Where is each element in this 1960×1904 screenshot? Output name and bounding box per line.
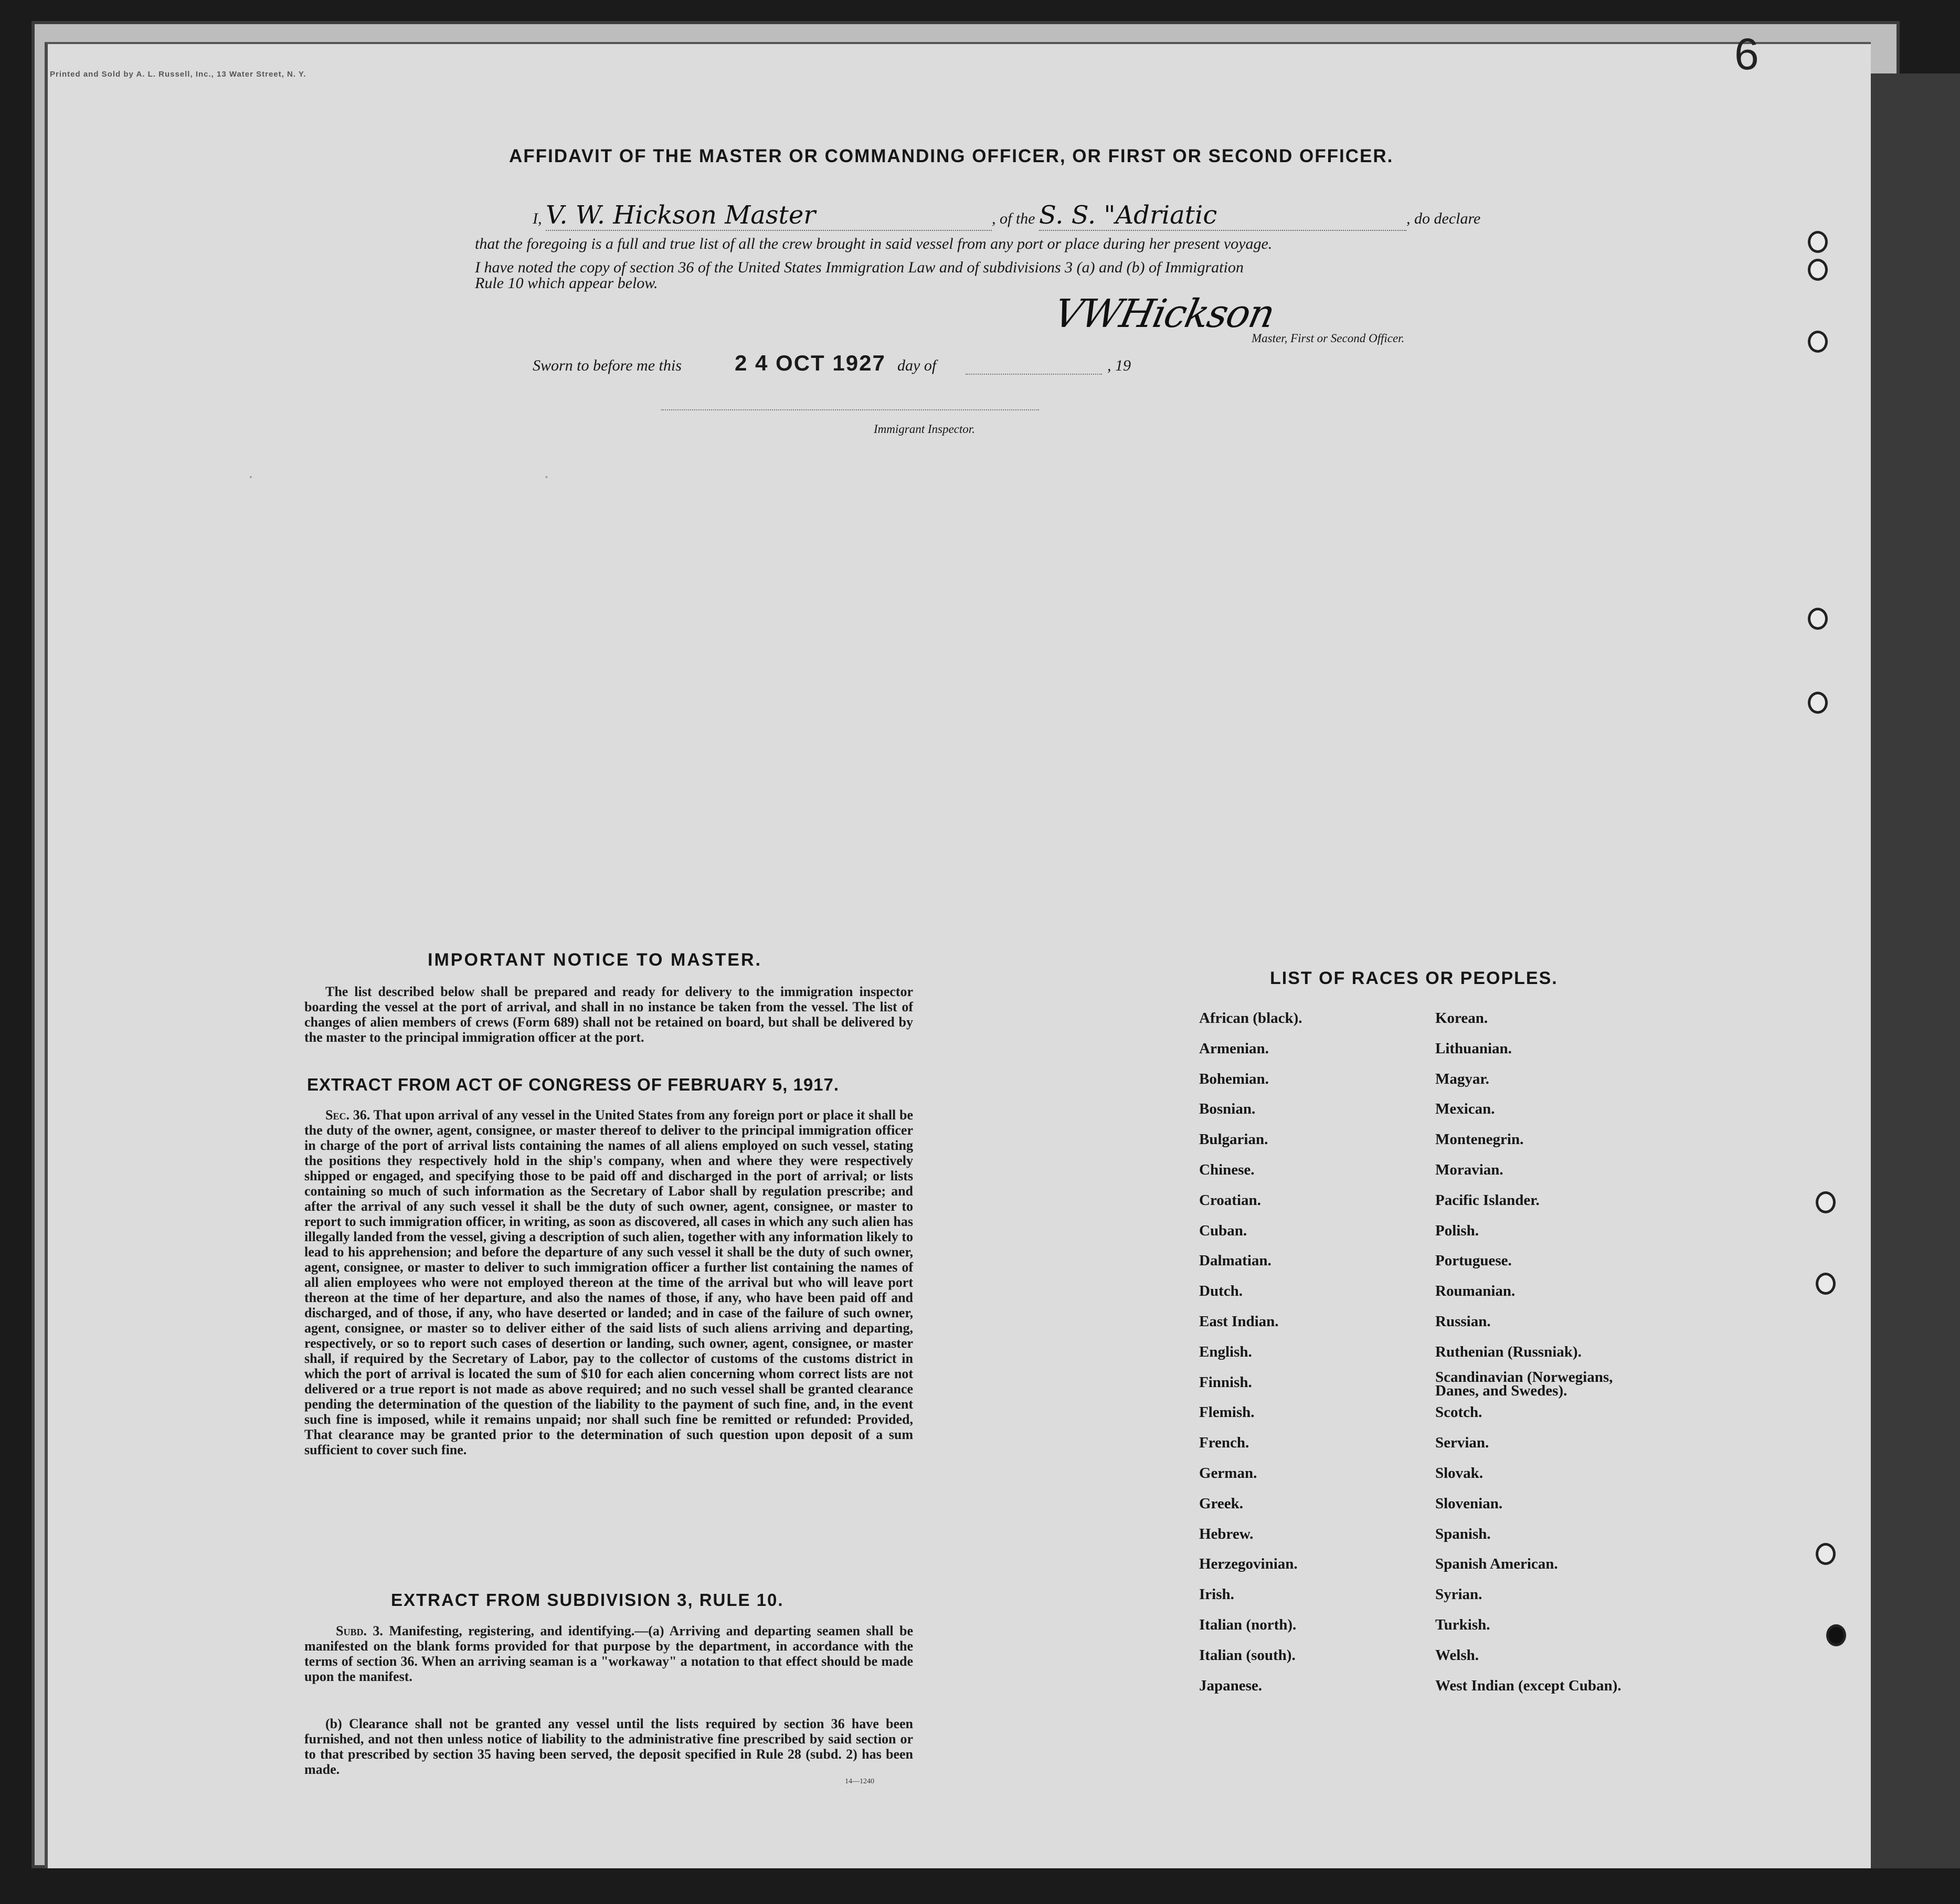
sworn-date-stamp: 2 4 OCT 1927 [735, 351, 886, 375]
race-item: Spanish American. [1435, 1556, 1558, 1573]
punch-hole [1808, 231, 1828, 253]
day-fill-line [966, 374, 1102, 375]
race-item: Scandinavian (Norwegians, Danes, and Swedes). [1435, 1368, 1613, 1399]
race-item: Italian (south). [1199, 1646, 1296, 1664]
rule-subd-lead: Subd. 3. [336, 1623, 383, 1638]
race-item: Moravian. [1435, 1161, 1503, 1178]
race-item: African (black). [1199, 1010, 1302, 1027]
race-item: Bosnian. [1199, 1101, 1256, 1118]
punch-hole [1816, 1543, 1836, 1565]
race-item: Herzegovinian. [1199, 1556, 1298, 1573]
race-item: West Indian (except Cuban). [1435, 1677, 1622, 1694]
inspector-caption: Immigrant Inspector. [874, 422, 975, 436]
race-item: Portuguese. [1435, 1252, 1512, 1270]
race-item: English. [1199, 1343, 1252, 1360]
rule-extract-heading: EXTRACT FROM SUBDIVISION 3, RULE 10. [391, 1590, 784, 1610]
race-item: Mexican. [1435, 1101, 1495, 1118]
race-item: Dalmatian. [1199, 1252, 1272, 1270]
race-item: German. [1199, 1464, 1257, 1482]
declaration-line-1 [533, 200, 1480, 231]
act-extract-heading: EXTRACT FROM ACT OF CONGRESS OF FEBRUARY 5, 1917. [307, 1075, 840, 1094]
race-item: Turkish. [1435, 1616, 1490, 1633]
do-declare-label: , do declare [1406, 210, 1481, 227]
declaration-line-3: I have noted the copy of section 36 of the United States Immigration Law and of subdivisions 3 (a) and (b) of Immigration [475, 259, 1244, 276]
rule-subdivision-a [304, 1623, 913, 1684]
race-item: Japanese. [1199, 1677, 1263, 1694]
notice-text: The list described below shall be prepared and ready for delivery to the immigration inspector boarding the vessel at the port of arrival, and shall in no instance be taken from the vessel. The list of changes of alien members of crews (Form 689) shall not be retained on board, but shall be delivered by the master to the principal immigration officer at the port. [304, 984, 913, 1045]
i-prefix: I, [533, 210, 542, 227]
sworn-label: Sworn to before me this [533, 357, 682, 374]
race-item: Scotch. [1435, 1404, 1482, 1421]
master-name-handwritten: V. W. Hickson Master [546, 200, 992, 231]
printer-line: Printed and Sold by A. L. Russell, Inc., 13 Water Street, N. Y. [50, 70, 306, 79]
race-item: Magyar. [1435, 1070, 1489, 1087]
signature-caption: Master, First or Second Officer. [1252, 332, 1405, 345]
declaration-line-4: Rule 10 which appear below. [475, 274, 658, 292]
race-item: Bohemian. [1199, 1070, 1269, 1087]
race-item: Russian. [1435, 1313, 1491, 1330]
act-section-lead: Sec. 36. [325, 1107, 370, 1123]
bleed-through-text: · · [247, 470, 551, 485]
race-item: Korean. [1435, 1010, 1488, 1027]
vessel-name-handwritten: S. S. "Adriatic [1039, 200, 1406, 231]
of-the-label: , of the [992, 210, 1035, 227]
race-item: Slovak. [1435, 1464, 1484, 1482]
race-item: Spanish. [1435, 1525, 1491, 1542]
day-of-label: day of [897, 357, 937, 374]
race-item: Finnish. [1199, 1373, 1252, 1391]
race-item: French. [1199, 1434, 1249, 1452]
act-section-body: That upon arrival of any vessel in the United States from any foreign port or place it shall be the duty of the owner, agent, consignee, or master thereof to deliver to the principal immigration officer in charge of the port of arrival lists containing the names of all aliens employed on such vessel, stating the positions they respectively hold in the ship's company, when and where they were respectively shipped or engaged, and specifying those to be paid off and discharged in the port of arrival; or lists containing so much of such information as the Secretary of Labor shall by regulation prescribe; and after the arrival of any such vessel it shall be the duty of such owner, agent, consignee, or master to report to such immigration officer, in writing, as soon as discovered, all cases in which any such alien has illegally landed from the vessel, giving a description of such alien, together with any information likely to lead to his apprehension; and before the departure of any such vessel it shall be the duty of such owner, agent, consignee, or master to deliver to such immigration officer a further list containing the names of all alien employees who were not employed thereon at the time of the arrival but who will leave port thereon at the time of her departure, and also the names of those, if any, who have been paid off and discharged, and of those, if any, who have deserted or landed; and in case of the failure of such owner, agent, consignee, or master so to deliver either of the said lists of such aliens arriving and departing, respectively, or so to report such cases of desertion or landing, such owner, agent, consignee, or master shall, if required by the Secretary of Labor, pay to the collector of customs of the customs district in which the port of arrival is located the sum of $10 for each alien concerning whom correct lists are not delivered or a true report is not made as above required; and no such vessel shall be granted clearance pending the determination of the question of the liability to the payment of such fine, and, in the event such fine is imposed, while it remains unpaid; nor shall such fine be remitted or refunded: Provided, That clearance may be granted prior to the determination of such question upon deposit of a sum sufficient to cover such fine. [304, 1107, 914, 1457]
punch-hole [1826, 1624, 1846, 1646]
punch-hole [1816, 1273, 1836, 1295]
race-item: Flemish. [1199, 1404, 1255, 1421]
race-item: Slovenian. [1435, 1495, 1503, 1512]
race-item: Dutch. [1199, 1283, 1243, 1300]
race-item: Roumanian. [1435, 1283, 1516, 1300]
race-item: Armenian. [1199, 1040, 1269, 1057]
punch-hole [1808, 259, 1828, 281]
race-item: Polish. [1435, 1222, 1479, 1239]
affidavit-title: AFFIDAVIT OF THE MASTER OR COMMANDING OFFICER, OR FIRST OR SECOND OFFICER. [509, 146, 1394, 166]
race-item: Montenegrin. [1435, 1131, 1524, 1148]
race-item: Irish. [1199, 1586, 1234, 1603]
punch-hole [1808, 608, 1828, 630]
race-item: Hebrew. [1199, 1525, 1254, 1542]
race-item: Ruthenian (Russniak). [1435, 1343, 1582, 1360]
year-label: , 19 [1107, 357, 1131, 374]
race-item: Pacific Islander. [1435, 1191, 1540, 1209]
scanner-border [1871, 73, 1960, 1868]
race-item: Lithuanian. [1435, 1040, 1512, 1057]
declaration-line-2: that the foregoing is a full and true list of all the crew brought in said vessel from any port or place during her present voyage. [475, 235, 1273, 252]
page-number: 6 [1734, 29, 1759, 79]
act-extract-text [304, 1107, 913, 1457]
race-item: Chinese. [1199, 1161, 1255, 1178]
inspector-signature-line [661, 409, 1039, 410]
punch-hole [1808, 331, 1828, 353]
notice-heading: IMPORTANT NOTICE TO MASTER. [428, 950, 762, 970]
punch-hole [1808, 692, 1828, 714]
race-item: Greek. [1199, 1495, 1244, 1512]
punch-hole [1816, 1191, 1836, 1213]
race-item: Bulgarian. [1199, 1131, 1268, 1148]
race-item: Syrian. [1435, 1586, 1482, 1603]
races-list [1199, 1010, 1671, 1708]
races-heading: LIST OF RACES OR PEOPLES. [1270, 968, 1558, 988]
form-number: 14—1240 [845, 1778, 874, 1785]
race-item: Italian (north). [1199, 1616, 1297, 1633]
race-item: Croatian. [1199, 1191, 1261, 1209]
race-item: Welsh. [1435, 1646, 1479, 1664]
race-item: East Indian. [1199, 1313, 1279, 1330]
master-signature: VWHickson [1050, 291, 1278, 336]
race-item: Servian. [1435, 1434, 1489, 1452]
rule-subd-a-text: Manifesting, registering, and identifying.—(a) Arriving and departing seamen shall be manifested on the blank forms provided for that purpose by the department, in accordance with the terms of section 36. When an arriving seaman is a "workaway" a notation to that effect should be made upon the manifest. [304, 1623, 913, 1684]
race-item: Cuban. [1199, 1222, 1247, 1239]
rule-subdivision-b: (b) Clearance shall not be granted any vessel until the lists required by section 36 have been furnished, and not then unless notice of liability to the administrative fine prescribed by said section or to that prescribed by section 35 having been served, the deposit specified in Rule 28 (subd. 2) has been made. [304, 1716, 913, 1777]
